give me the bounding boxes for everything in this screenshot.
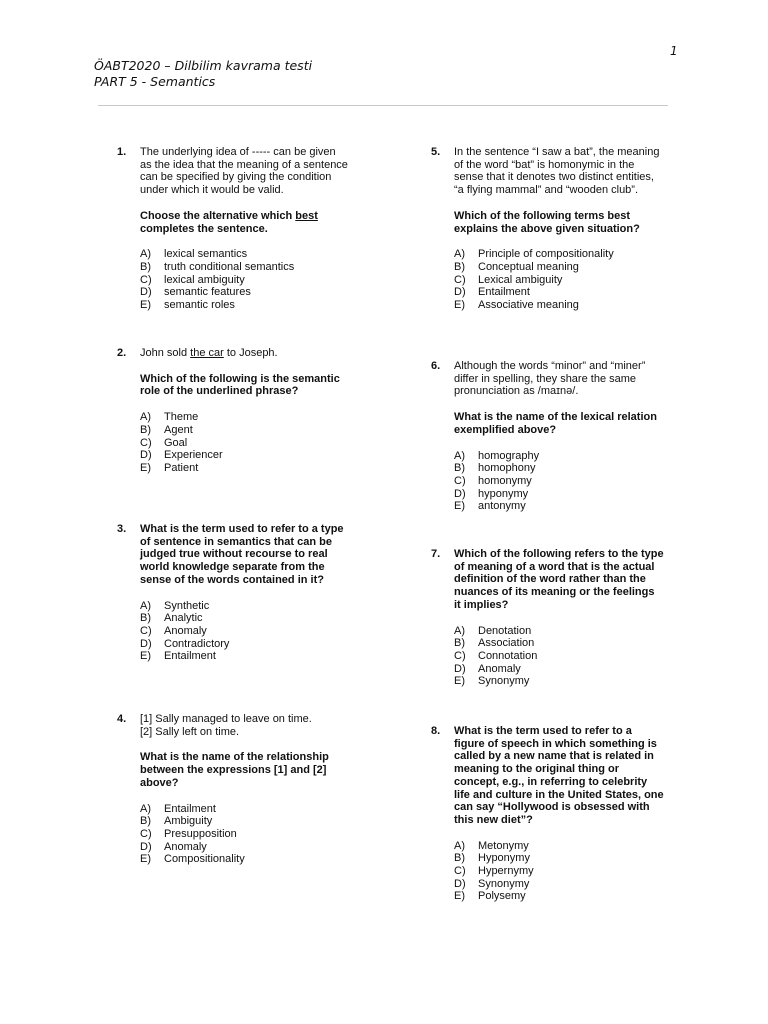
stem-line: it implies?	[454, 598, 509, 611]
option-text: Ambiguity	[164, 815, 213, 828]
stem-line: life and culture in the United States, one	[454, 788, 664, 801]
option-e[interactable]	[140, 853, 357, 866]
option-text: Synthetic	[164, 599, 210, 612]
stem-line: differ in spelling, they share the same	[454, 372, 637, 385]
stem-line: figure of speech in which something is	[454, 737, 657, 750]
option-text: Anomaly	[478, 662, 521, 675]
option-c[interactable]	[140, 828, 357, 841]
option-text: Anomaly	[164, 624, 207, 637]
option-text: Principle of compositionality	[478, 248, 614, 261]
option-text: Association	[478, 637, 535, 650]
stem-line: What is the term used to refer to a	[454, 725, 632, 737]
directive-line: completes the sentence.	[140, 222, 268, 235]
stem-line: called by a new name that is related in	[454, 750, 654, 763]
question-directive	[454, 210, 681, 235]
option-d[interactable]	[454, 488, 681, 501]
stem-line: [2] Sally left on time.	[140, 725, 240, 738]
option-letter: C)	[140, 273, 152, 286]
directive-line: above?	[140, 776, 179, 789]
option-letter: A)	[454, 449, 465, 462]
underlined-phrase: the car	[190, 347, 224, 359]
option-a[interactable]	[454, 840, 691, 853]
option-text: Anomaly	[164, 840, 207, 853]
answer-options	[454, 248, 681, 312]
option-letter: D)	[454, 286, 466, 299]
option-letter: E)	[454, 890, 465, 903]
stem-line: sense of the words contained in it?	[140, 573, 324, 586]
option-letter: D)	[454, 662, 466, 675]
directive-line: What is the name of the relationship	[140, 751, 329, 764]
option-letter: A)	[140, 802, 151, 815]
question-stem	[140, 347, 357, 360]
option-letter: B)	[140, 612, 151, 625]
question-stem	[454, 725, 691, 827]
question-stem	[140, 146, 357, 197]
directive-line: exemplified above?	[454, 423, 557, 436]
stem-line: of meaning of a word that is the actual	[454, 560, 655, 573]
directive-line: What is the name of the lexical relation	[454, 411, 657, 424]
underlined-word: best	[295, 209, 318, 222]
question-directive	[140, 373, 357, 398]
option-a[interactable]	[454, 248, 681, 261]
option-letter: E)	[140, 461, 151, 474]
document-header	[94, 58, 312, 90]
question-number: 6.	[431, 360, 441, 372]
stem-line: [1] Sally managed to leave on time.	[140, 713, 312, 725]
option-letter: E)	[140, 650, 151, 663]
option-letter: B)	[454, 462, 465, 475]
option-text: lexical semantics	[164, 248, 248, 261]
option-a[interactable]	[454, 450, 681, 463]
option-d[interactable]	[140, 841, 357, 854]
answer-options	[140, 803, 357, 867]
option-text: Synonymy	[478, 675, 530, 688]
option-text: Goal	[164, 436, 188, 449]
stem-line: sense that it denotes two distinct entities,	[454, 171, 654, 184]
option-letter: B)	[140, 423, 151, 436]
option-letter: A)	[454, 839, 465, 852]
question-stem	[454, 146, 681, 197]
option-text: Denotation	[478, 624, 532, 637]
question-4	[117, 713, 357, 866]
question-stem	[140, 523, 357, 587]
question-number: 8.	[431, 725, 441, 737]
option-d[interactable]	[140, 449, 357, 462]
option-letter: B)	[454, 637, 465, 650]
option-a[interactable]	[454, 625, 681, 638]
question-directive	[454, 411, 681, 436]
option-c[interactable]	[454, 865, 691, 878]
option-b[interactable]	[454, 261, 681, 274]
directive-line: between the expressions [1] and [2]	[140, 764, 327, 777]
option-letter: C)	[454, 865, 466, 878]
stem-line: of the word “bat” is homonymic in the	[454, 158, 635, 171]
option-letter: D)	[454, 877, 466, 890]
option-letter: C)	[454, 273, 466, 286]
stem-line: judged true without recourse to real	[140, 548, 328, 561]
stem-line: Although the words “minor” and “miner”	[454, 360, 646, 372]
option-e[interactable]	[140, 650, 357, 663]
option-b[interactable]	[140, 261, 357, 274]
option-text: Entailment	[478, 286, 530, 299]
option-b[interactable]	[454, 637, 681, 650]
question-2	[117, 347, 357, 475]
option-b[interactable]	[454, 852, 691, 865]
stem-line: meaning to the original thing or	[454, 763, 619, 776]
option-b[interactable]	[140, 424, 357, 437]
stem-text: to Joseph.	[223, 347, 278, 359]
option-b[interactable]	[140, 815, 357, 828]
option-text: homonymy	[478, 474, 532, 487]
option-text: Contradictory	[164, 637, 230, 650]
option-letter: D)	[140, 286, 152, 299]
option-text: Compositionality	[164, 853, 245, 866]
answer-options	[140, 411, 357, 475]
option-text: lexical ambiguity	[164, 273, 245, 286]
option-letter: D)	[454, 487, 466, 500]
stem-line: “a flying mammal” and “wooden club”.	[454, 184, 639, 197]
question-number: 2.	[117, 347, 127, 359]
option-e[interactable]	[454, 675, 681, 688]
option-text: Experiencer	[164, 449, 223, 462]
question-stem	[454, 360, 681, 398]
stem-line: nuances of its meaning or the feelings	[454, 586, 655, 599]
question-number: 1.	[117, 146, 127, 158]
option-e[interactable]	[140, 462, 357, 475]
option-text: Analytic	[164, 612, 203, 625]
option-text: antonymy	[478, 500, 526, 513]
option-letter: C)	[454, 649, 466, 662]
option-text: Synonymy	[478, 877, 530, 890]
option-e[interactable]	[454, 500, 681, 513]
option-c[interactable]	[454, 274, 681, 287]
question-7	[431, 548, 681, 688]
directive-line	[140, 210, 357, 223]
option-a[interactable]	[140, 411, 357, 424]
option-letter: B)	[454, 852, 465, 865]
option-c[interactable]	[454, 475, 681, 488]
document-title: ÖABT2020 – Dilbilim kavrama testi	[94, 58, 313, 73]
option-letter: C)	[140, 436, 152, 449]
option-letter: B)	[454, 260, 465, 273]
option-text: truth conditional semantics	[164, 260, 295, 273]
option-text: semantic roles	[164, 299, 235, 312]
option-letter: D)	[140, 637, 152, 650]
stem-line: definition of the word rather than the	[454, 573, 646, 586]
option-letter: E)	[454, 500, 465, 513]
option-text: Hypernymy	[478, 865, 534, 878]
stem-line: as the idea that the meaning of a sentence	[140, 158, 348, 171]
option-text: semantic features	[164, 286, 251, 299]
question-stem	[454, 548, 681, 612]
answer-options	[454, 450, 681, 514]
option-a[interactable]	[140, 248, 357, 261]
option-text: Hyponymy	[478, 852, 530, 865]
option-letter: C)	[140, 624, 152, 637]
option-letter: A)	[454, 248, 465, 261]
option-text: Associative meaning	[478, 299, 579, 312]
directive-line: Which of the following terms best	[454, 209, 630, 222]
stem-line: The underlying idea of ----- can be given	[140, 146, 336, 158]
stem-line: In the sentence “I saw a bat”, the meaning	[454, 146, 660, 158]
option-text: homography	[478, 449, 540, 462]
stem-line: can say “Hollywood is obsessed with	[454, 801, 650, 814]
question-number: 5.	[431, 146, 441, 158]
directive-line: role of the underlined phrase?	[140, 385, 299, 398]
question-3	[117, 523, 357, 663]
option-b[interactable]	[454, 462, 681, 475]
stem-line: can be specified by giving the condition	[140, 171, 332, 184]
stem-line: concept, e.g., in referring to celebrity	[454, 775, 648, 788]
option-d[interactable]	[140, 286, 357, 299]
option-letter: A)	[140, 599, 151, 612]
question-directive	[140, 210, 357, 235]
question-1	[117, 146, 357, 312]
option-text: Polysemy	[478, 890, 526, 903]
question-number: 7.	[431, 548, 441, 560]
option-text: Agent	[164, 423, 193, 436]
option-e[interactable]	[454, 299, 681, 312]
option-c[interactable]	[454, 650, 681, 663]
option-d[interactable]	[454, 286, 681, 299]
option-text: Patient	[164, 461, 199, 474]
option-letter: B)	[140, 815, 151, 828]
option-letter: D)	[140, 840, 152, 853]
question-stem	[140, 713, 357, 738]
stem-line: Which of the following refers to the type	[454, 548, 664, 560]
stem-line: world knowledge separate from the	[140, 561, 325, 574]
option-letter: E)	[140, 853, 151, 866]
option-d[interactable]	[454, 663, 681, 676]
option-c[interactable]	[140, 274, 357, 287]
stem-line: this new diet”?	[454, 813, 533, 826]
answer-options	[140, 248, 357, 312]
option-text: hyponymy	[478, 487, 529, 500]
option-letter: A)	[140, 411, 151, 424]
option-letter: A)	[454, 624, 465, 637]
section-title: PART 5 - Semantics	[94, 74, 216, 89]
option-e[interactable]	[140, 299, 357, 312]
page-number: 1	[670, 44, 678, 58]
option-d[interactable]	[140, 638, 357, 651]
question-5	[431, 146, 681, 312]
option-text: Entailment	[164, 650, 216, 663]
question-directive	[140, 751, 357, 789]
option-a[interactable]	[140, 803, 357, 816]
option-b[interactable]	[140, 612, 357, 625]
question-number: 4.	[117, 713, 127, 725]
option-text: Metonymy	[478, 839, 529, 852]
option-text: Conceptual meaning	[478, 260, 579, 273]
question-6	[431, 360, 681, 513]
option-c[interactable]	[140, 625, 357, 638]
option-letter: C)	[140, 827, 152, 840]
directive-text: Choose the alternative which	[140, 209, 296, 222]
option-letter: E)	[454, 675, 465, 688]
question-number: 3.	[117, 523, 127, 535]
stem-line: under which it would be valid.	[140, 184, 284, 197]
option-d[interactable]	[454, 878, 691, 891]
option-letter: C)	[454, 474, 466, 487]
option-letter: A)	[140, 248, 151, 261]
option-e[interactable]	[454, 890, 691, 903]
option-letter: B)	[140, 260, 151, 273]
answer-options	[454, 840, 691, 904]
directive-line: Which of the following is the semantic	[140, 372, 340, 385]
stem-line: pronunciation as /maɪnə/.	[454, 385, 579, 398]
directive-line: explains the above given situation?	[454, 222, 640, 235]
option-text: Lexical ambiguity	[478, 273, 563, 286]
option-letter: E)	[140, 299, 151, 312]
option-letter: D)	[140, 449, 152, 462]
option-a[interactable]	[140, 600, 357, 613]
option-letter: E)	[454, 299, 465, 312]
option-text: Theme	[164, 411, 199, 424]
answer-options	[454, 625, 681, 689]
stem-line: of sentence in semantics that can be	[140, 535, 332, 548]
option-text: Connotation	[478, 649, 538, 662]
question-8	[431, 725, 691, 903]
answer-options	[140, 600, 357, 664]
stem-text: John sold	[140, 347, 191, 359]
option-text: Presupposition	[164, 827, 237, 840]
option-text: homophony	[478, 462, 536, 475]
option-c[interactable]	[140, 437, 357, 450]
header-divider	[98, 105, 668, 106]
stem-line: What is the term used to refer to a type	[140, 523, 344, 535]
option-text: Entailment	[164, 802, 216, 815]
